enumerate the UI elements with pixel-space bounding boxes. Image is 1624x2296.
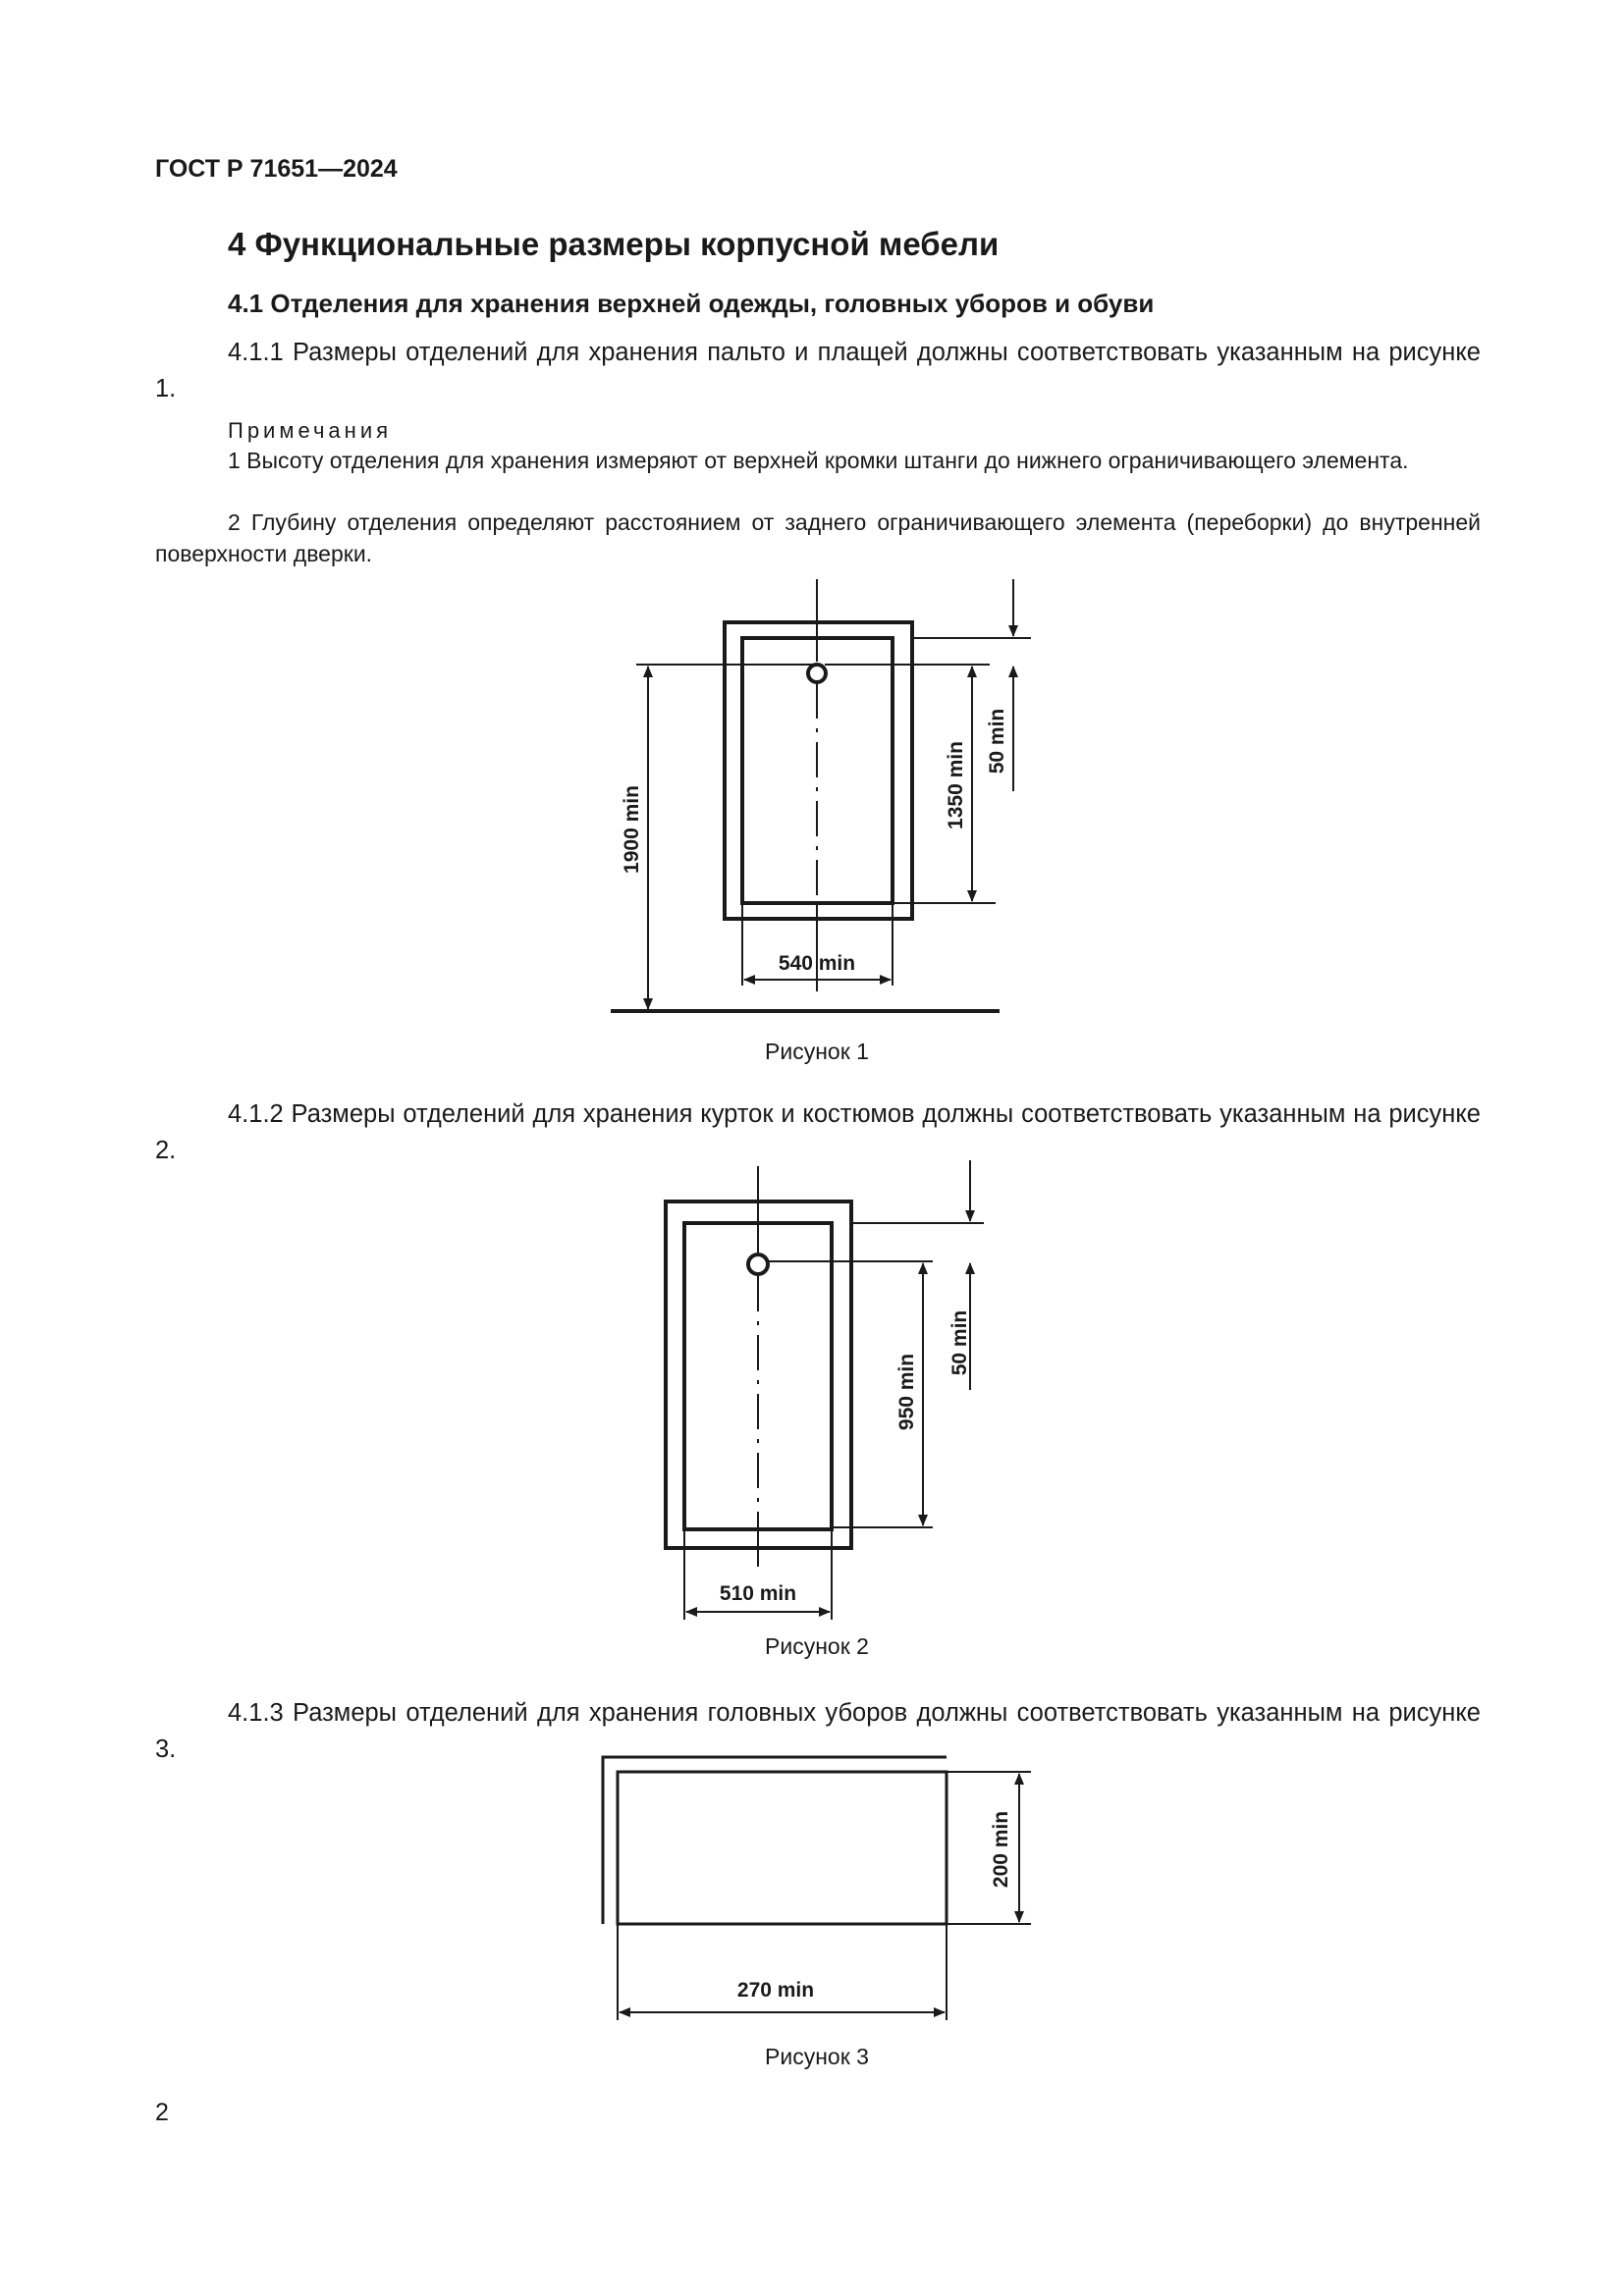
fig1-dim-1350: 1350 min bbox=[945, 741, 967, 829]
fig3-dim-200: 200 min bbox=[990, 1810, 1012, 1889]
paragraph-4-1-2: 4.1.2 Размеры отделений для хранения курток и костюмов должны соответствовать указанным на рисунке 2. bbox=[155, 1100, 1481, 1164]
notes-heading: Примечания bbox=[228, 418, 393, 443]
page-number: 2 bbox=[155, 2099, 169, 2126]
fig3-dim-270: 270 min bbox=[736, 1979, 815, 2002]
figure-2-caption: Рисунок 2 bbox=[765, 1633, 869, 1659]
paragraph-4-1-3: 4.1.3 Размеры отделений для хранения головных уборов должны соответствовать указанным на рисунке 3. bbox=[155, 1699, 1481, 1763]
note-1: 1 Высоту отделения для хранения измеряют от верхней кромки штанги до нижнего ограничивающего элемента. bbox=[228, 448, 1409, 473]
fig1-dim-50: 50 min bbox=[986, 708, 1008, 774]
note-2: 2 Глубину отделения определяют расстоянием от заднего ограничивающего элемента (переборки) до внутренней поверхности дверки. bbox=[155, 509, 1481, 566]
fig3-outer-shell bbox=[603, 1757, 947, 1924]
fig2-dim-50: 50 min bbox=[948, 1309, 971, 1376]
figure-1-caption: Рисунок 1 bbox=[765, 1039, 869, 1064]
standard-code: ГОСТ Р 71651—2024 bbox=[155, 155, 398, 183]
fig2-dim-950: 950 min bbox=[895, 1353, 918, 1431]
section-title: 4 Функциональные размеры корпусной мебели bbox=[228, 226, 1000, 262]
fig3-inner-compartment bbox=[618, 1772, 947, 1924]
fig1-dim-540: 540 min bbox=[778, 952, 856, 975]
subsection-title: 4.1 Отделения для хранения верхней одежды, головных уборов и обуви bbox=[228, 289, 1155, 318]
fig1-dim-1900: 1900 min bbox=[621, 785, 643, 874]
fig2-dim-510: 510 min bbox=[719, 1582, 797, 1605]
figure-3-caption: Рисунок 3 bbox=[765, 2044, 869, 2069]
paragraph-4-1-1: 4.1.1 Размеры отделений для хранения пальто и плащей должны соответствовать указанным на рисунке 1. bbox=[155, 339, 1481, 402]
